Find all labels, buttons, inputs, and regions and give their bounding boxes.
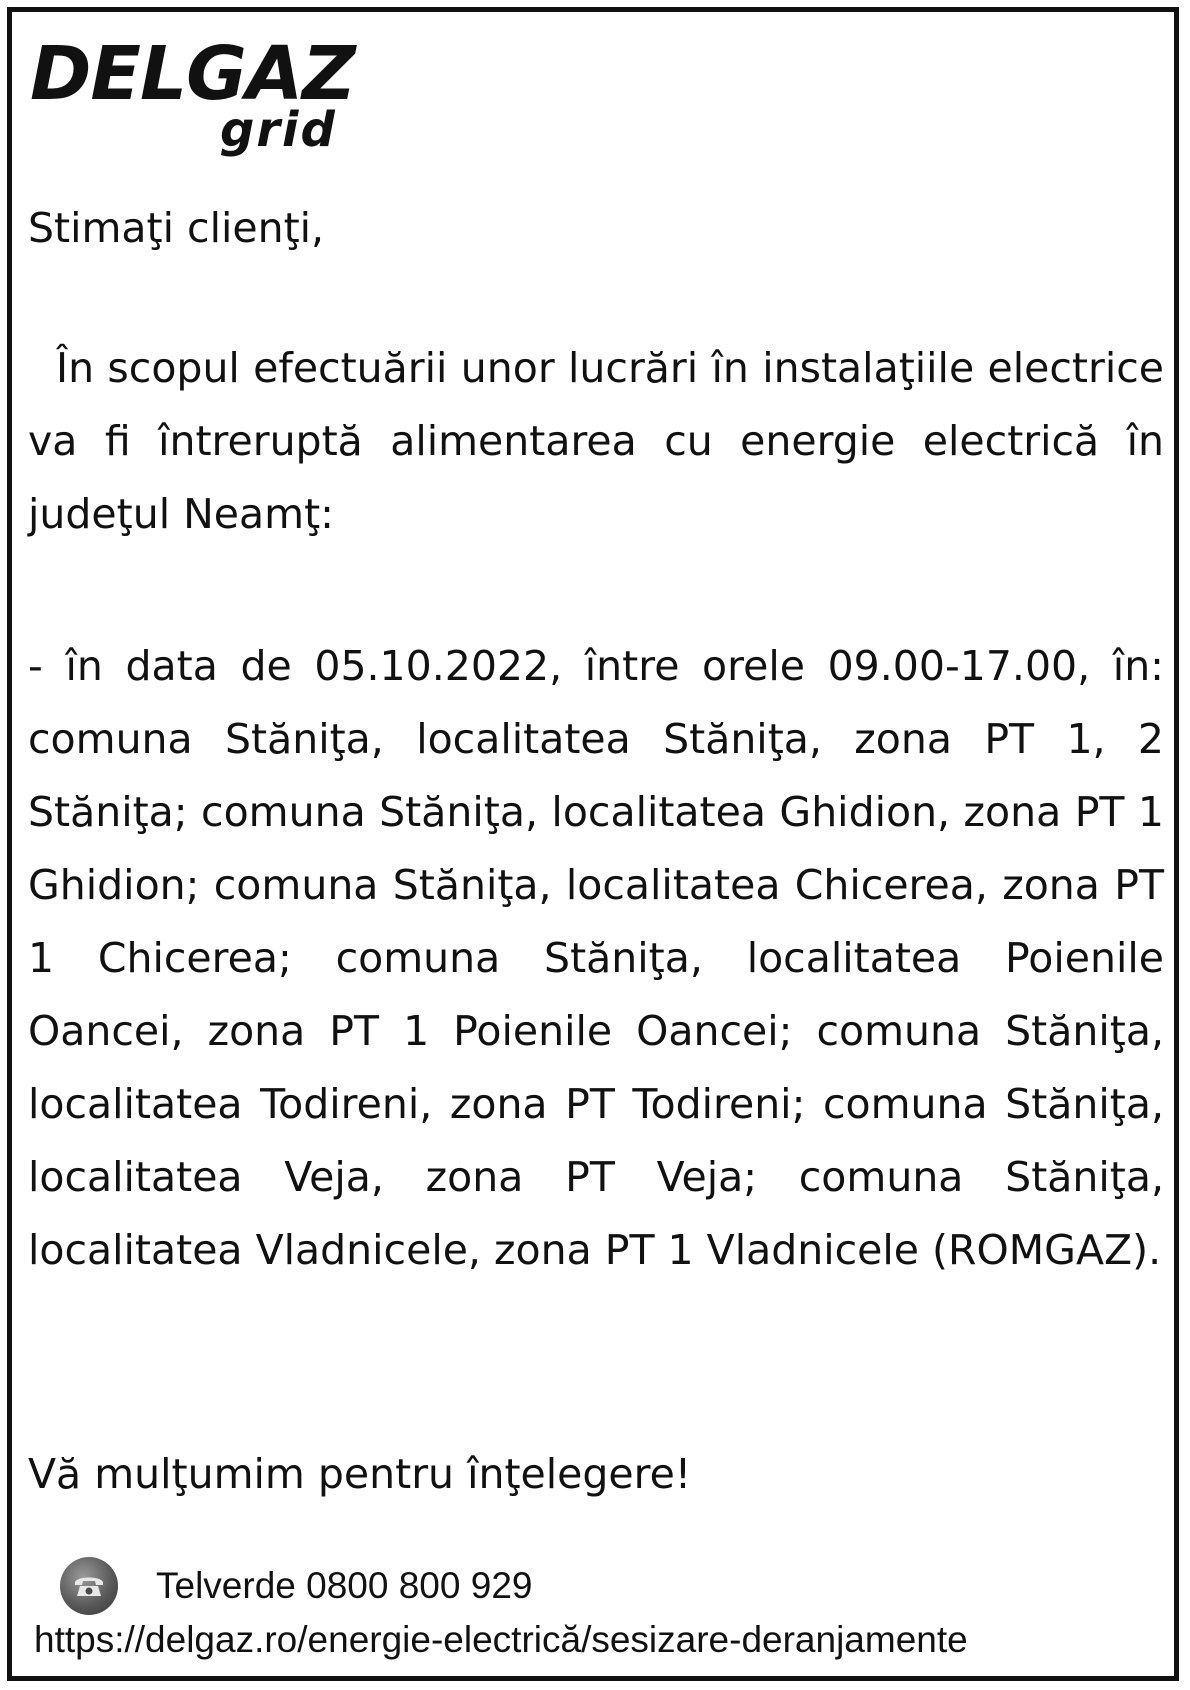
logo-main-text: DELGAZ (30, 31, 355, 117)
greeting: Stimaţi clienţi, (28, 204, 325, 252)
intro-text: În scopul efectuării unor lucrări în instalaţiile electrice va fi întreruptă alimentarea cu energie electrică în judeţul Neamţ: (28, 344, 1164, 538)
logo-sub-text: grid (220, 102, 337, 158)
contact-line (60, 1558, 532, 1614)
report-fault-url[interactable]: https://delgaz.ro/energie-electrică/sesizare-deranjamente (34, 1619, 968, 1660)
delgaz-grid-logo (30, 31, 360, 164)
phone-number: Telverde 0800 800 929 (156, 1565, 533, 1606)
telephone-icon (60, 1557, 118, 1615)
intro-paragraph (28, 332, 1164, 551)
outage-details-paragraph: - în data de 05.10.2022, între orele 09.00-17.00, în: comuna Stăniţa, localitatea Stăniţa, zona PT 1, 2 Stăniţa; comuna Stăniţa, localitatea Ghidion, zona PT 1 Ghidion; comuna Stăniţa, localitatea Chicerea, zona PT 1 Chicerea; comuna Stăniţa, localitatea Poienile Oancei, zona PT 1 Poienile Oancei; comuna Stăniţa, localitatea Todireni, zona PT Todireni; comuna Stăniţa, localitatea Veja, zona PT Veja; comuna Stăniţa, localitatea Vladnicele, zona PT 1 Vladnicele (ROMGAZ). (28, 642, 1164, 1274)
thanks-line: Vă mulţumim pentru înţelegere! (28, 1450, 692, 1498)
